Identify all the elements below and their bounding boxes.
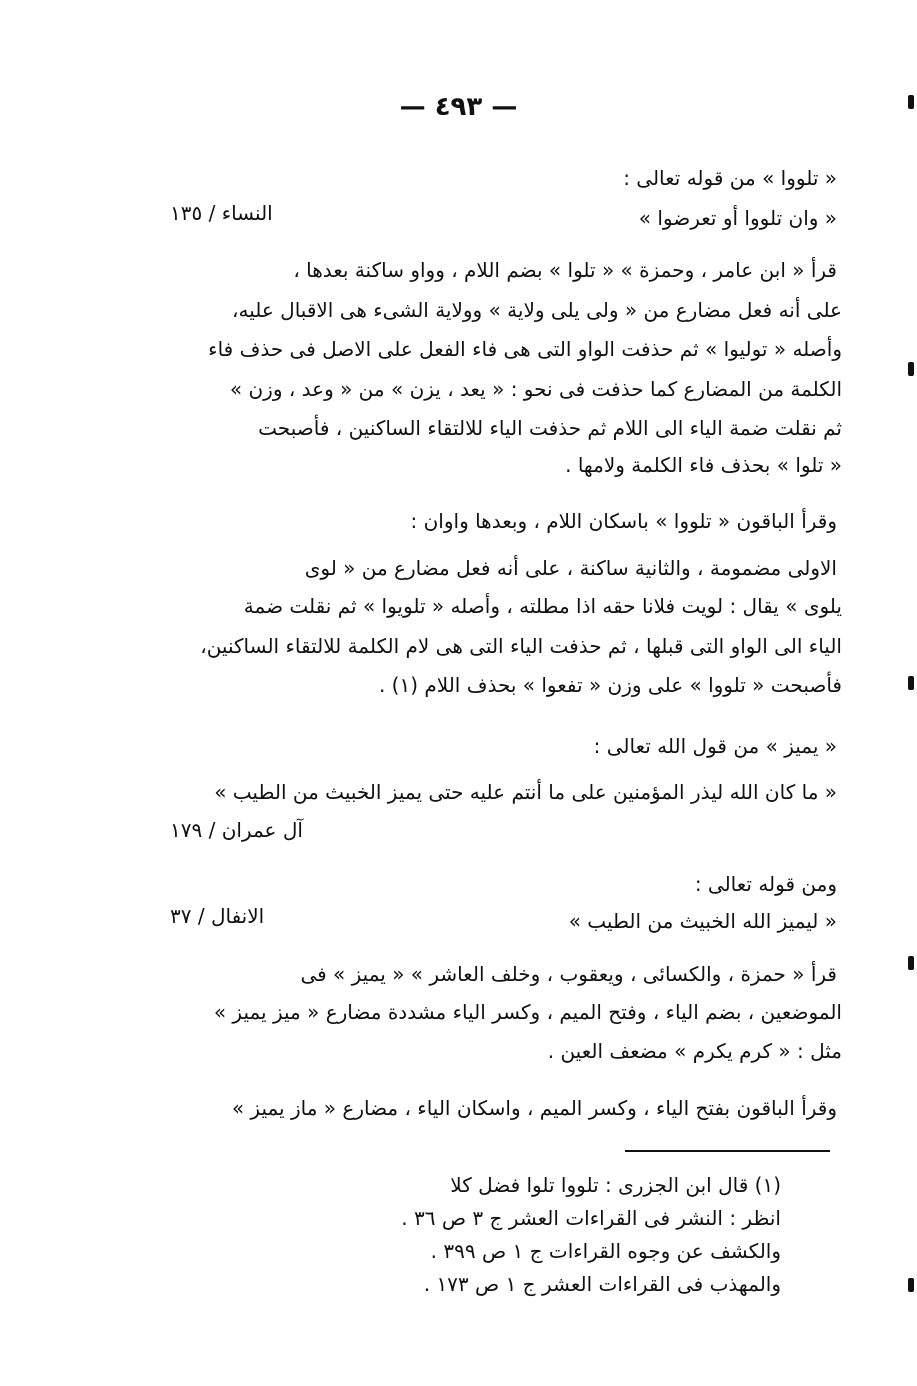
scan-mark — [908, 956, 914, 970]
scan-mark — [908, 95, 914, 109]
text-line: « وان تلووا أو تعرضوا » — [638, 206, 837, 230]
page-number: — ٤٩٣ — — [399, 92, 518, 122]
scan-mark — [908, 676, 914, 690]
text-line: قرأ « ابن عامر ، وحمزة » « تلوا » بضم اللام ، وواو ساكنة بعدها ، — [293, 258, 837, 282]
text-line: قرأ « حمزة ، والكسائى ، ويعقوب ، وخلف العاشر » « يميز » فى — [300, 962, 837, 986]
text-line: فأصبحت « تلووا » على وزن « تفعوا » بحذف اللام (١) . — [378, 673, 842, 697]
verse-reference: الانفال / ٣٧ — [170, 904, 265, 928]
text-line: الموضعين ، بضم الياء ، وفتح الميم ، وكسر الياء مشددة مضارع « ميز يميز » — [213, 1000, 842, 1024]
text-line: على أنه فعل مضارع من « ولى يلى ولاية » وولاية الشىء هى الاقبال عليه، — [232, 298, 842, 322]
footnote-line: انظر : النشر فى القراءات العشر ج ٣ ص ٣٦ . — [401, 1206, 781, 1230]
text-line: الكلمة من المضارع كما حذفت فى نحو : « يعد ، يزن » من « وعد ، وزن » — [229, 377, 842, 401]
scan-mark — [908, 362, 914, 376]
text-line: « يميز » من قول الله تعالى : — [593, 734, 837, 758]
text-line: « تلووا » من قوله تعالى : — [623, 166, 837, 190]
footnote-line: والكشف عن وجوه القراءات ج ١ ص ٣٩٩ . — [430, 1239, 781, 1263]
verse-reference: آل عمران / ١٧٩ — [170, 818, 303, 842]
footnote-line: والمهذب فى القراءات العشر ج ١ ص ١٧٣ . — [423, 1272, 781, 1296]
text-line: الاولى مضمومة ، والثانية ساكنة ، على أنه فعل مضارع من « لوى — [304, 556, 837, 580]
text-line: ومن قوله تعالى : — [694, 872, 837, 896]
text-line: وقرأ الباقون « تلووا » باسكان اللام ، وبعدها واوان : — [410, 509, 837, 533]
text-line: مثل : « كرم يكرم » مضعف العين . — [547, 1039, 842, 1063]
text-line: ثم نقلت ضمة الياء الى اللام ثم حذفت الياء للالتقاء الساكنين ، فأصبحت — [258, 416, 842, 440]
text-line: وقرأ الباقون بفتح الياء ، وكسر الميم ، واسكان الياء ، مضارع « ماز يميز » — [231, 1096, 837, 1120]
scan-mark — [908, 1278, 914, 1292]
text-line: « ما كان الله ليذر المؤمنين على ما أنتم عليه حتى يميز الخبيث من الطيب » — [214, 780, 837, 804]
footnote-divider — [625, 1150, 830, 1152]
text-line: « تلوا » بحذف فاء الكلمة ولامها . — [565, 453, 842, 477]
text-line: الياء الى الواو التى قبلها ، ثم حذفت الياء التى هى لام الكلمة للالتقاء الساكنين، — [200, 634, 842, 658]
footnote-line: (١) قال ابن الجزرى : تلووا تلوا فضل كلا — [450, 1173, 781, 1197]
text-line: وأصله « توليوا » ثم حذفت الواو التى هى فاء الفعل على الاصل فى حذف فاء — [208, 337, 842, 361]
text-line: يلوى » يقال : لويت فلانا حقه اذا مطلته ، وأصله « تلويوا » ثم نقلت ضمة — [243, 594, 842, 618]
verse-reference: النساء / ١٣٥ — [170, 201, 273, 225]
text-line: « ليميز الله الخبيث من الطيب » — [568, 909, 837, 933]
